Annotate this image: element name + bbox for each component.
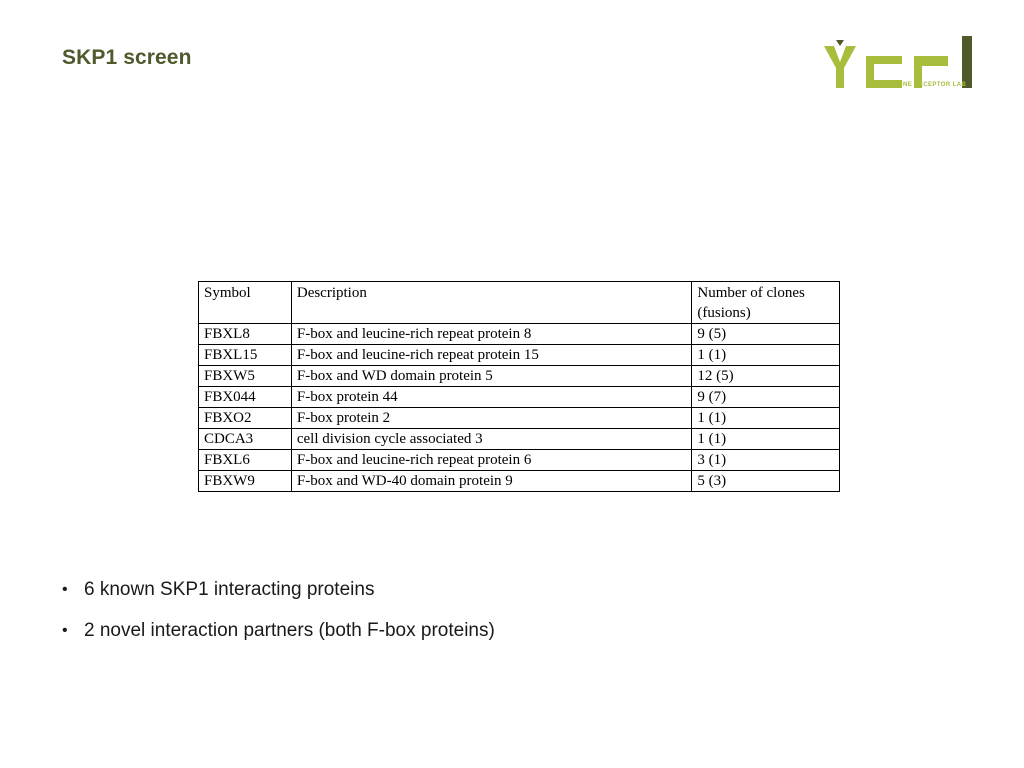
cell-description: F-box and leucine-rich repeat protein 15: [291, 345, 692, 366]
cell-description: F-box and leucine-rich repeat protein 6: [291, 450, 692, 471]
table-header-row: [199, 282, 840, 324]
bullet-item: [62, 619, 495, 660]
logo-caption: CYTOKINE RECEPTOR LAB: [878, 82, 967, 88]
clone-table: [198, 281, 840, 492]
cell-description: F-box and leucine-rich repeat protein 8: [291, 324, 692, 345]
table-row: [199, 387, 840, 408]
cell-clones: 5 (3): [692, 471, 840, 492]
bullet-dot-icon: •: [62, 581, 68, 598]
cell-symbol: FBX044: [199, 387, 292, 408]
cell-symbol: CDCA3: [199, 429, 292, 450]
header-symbol: Symbol: [199, 282, 292, 324]
cell-clones: 1 (1): [692, 429, 840, 450]
bullet-item: [62, 578, 495, 619]
table-row: [199, 450, 840, 471]
bullet-text: 2 novel interaction partners (both F-box proteins): [84, 620, 495, 641]
cell-description: cell division cycle associated 3: [291, 429, 692, 450]
cell-symbol: FBXL6: [199, 450, 292, 471]
slide-title: SKP1 screen: [62, 46, 192, 69]
cell-description: F-box protein 44: [291, 387, 692, 408]
table-row: [199, 471, 840, 492]
header-description: Description: [291, 282, 692, 324]
cell-description: F-box and WD-40 domain protein 9: [291, 471, 692, 492]
cell-clones: 1 (1): [692, 345, 840, 366]
cell-symbol: FBXL15: [199, 345, 292, 366]
header-number-of-clones: Number of clones (fusions): [692, 282, 840, 324]
cell-clones: 12 (5): [692, 366, 840, 387]
table-row: [199, 345, 840, 366]
cell-symbol: FBXW9: [199, 471, 292, 492]
cell-description: F-box protein 2: [291, 408, 692, 429]
bullet-dot-icon: •: [62, 622, 68, 639]
bullet-list: [62, 578, 495, 660]
bullet-text: 6 known SKP1 interacting proteins: [84, 579, 375, 600]
table-row: [199, 324, 840, 345]
cell-clones: 9 (7): [692, 387, 840, 408]
table-row: [199, 366, 840, 387]
table-row: [199, 429, 840, 450]
cytokine-receptor-lab-logo: [822, 36, 982, 92]
cell-symbol: FBXW5: [199, 366, 292, 387]
table-body: [199, 324, 840, 492]
table-row: [199, 408, 840, 429]
cell-symbol: FBXO2: [199, 408, 292, 429]
cell-symbol: FBXL8: [199, 324, 292, 345]
cell-clones: 1 (1): [692, 408, 840, 429]
cell-clones: 3 (1): [692, 450, 840, 471]
cell-clones: 9 (5): [692, 324, 840, 345]
cell-description: F-box and WD domain protein 5: [291, 366, 692, 387]
